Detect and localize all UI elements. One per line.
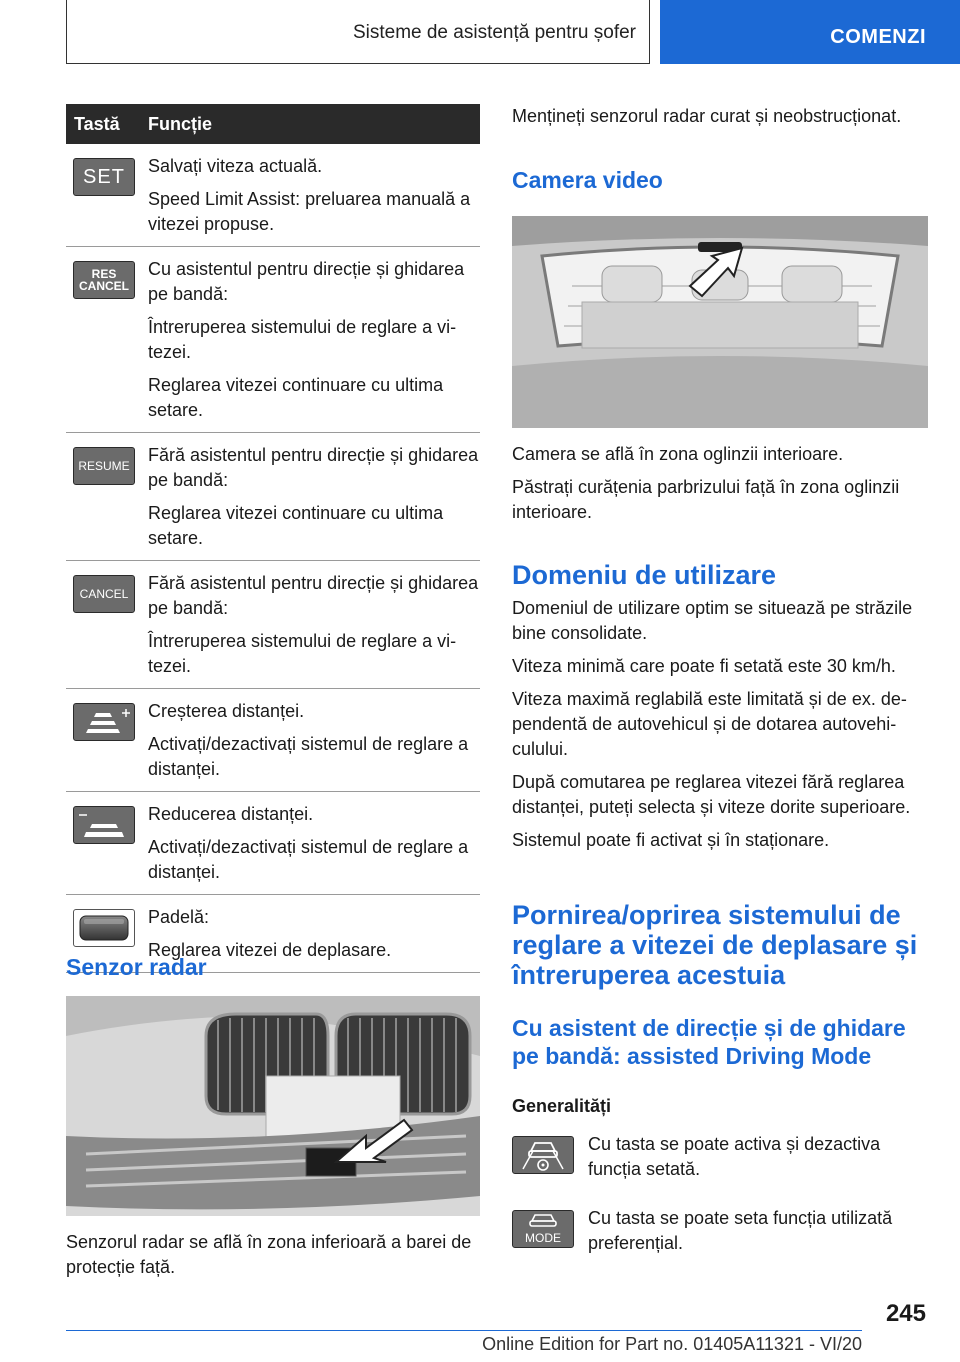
camera-image xyxy=(512,216,928,428)
row-text: Fără asistentul pentru direcție și ghidarea pe bandă: xyxy=(148,573,479,618)
row-text: Cu asistentul pentru direcție și ghidarea pe bandă: xyxy=(148,259,465,304)
table-row xyxy=(66,247,480,433)
row-text: Reducerea distanței. xyxy=(148,804,314,824)
row-text: Speed Limit Assist: preluarea manuală a vitezei propuse. xyxy=(148,189,471,234)
table-row xyxy=(66,433,480,561)
cancel-button-icon: CANCEL xyxy=(73,575,135,613)
page-number: 245 xyxy=(885,1300,926,1327)
edition-text: Online Edition for Part no. 01405A11321 - VI/20 xyxy=(482,1334,862,1354)
function-table xyxy=(66,104,480,973)
radar-clean-note: Mențineți senzorul radar curat și neobstrucționat. xyxy=(512,106,902,126)
row-text: Reglarea vitezei continuare cu ultima setare. xyxy=(148,375,444,420)
radar-heading: Senzor radar xyxy=(66,954,207,980)
table-header xyxy=(66,104,480,144)
footer-divider xyxy=(66,1330,862,1331)
domain-text: După comutarea pe reglarea vitezei fără reglarea distanței, puteți selecta și viteze dorite superioare. xyxy=(512,772,911,817)
key1-description: Cu tasta se poate activa și dezactiva funcția setată. xyxy=(588,1134,881,1179)
svg-text:MODE: MODE xyxy=(525,1231,561,1245)
row-text: Padelă: xyxy=(148,907,210,927)
row-text: Activați/dezactivați sistemul de reglare a distanței. xyxy=(148,837,469,882)
row-text: Întreruperea sistemului de reglare a vitezei. xyxy=(148,317,457,362)
table-row xyxy=(66,792,480,895)
domain-text: Domeniul de utilizare optim se situează pe străzile bine consolidate. xyxy=(512,598,913,643)
row-text: Activați/dezactivați sistemul de reglare a distanței. xyxy=(148,734,469,779)
row-text: Reglarea vitezei continuare cu ultima setare. xyxy=(148,503,444,548)
camera-clean-text: Păstrați curățenia parbrizului față în zona oglinzii interioare. xyxy=(512,477,900,522)
column-header-key: Tastă xyxy=(74,114,120,134)
set-button-icon: SET xyxy=(73,158,135,196)
mode-button-icon xyxy=(512,1210,574,1248)
camera-heading: Camera video xyxy=(512,167,663,193)
chapter-tab[interactable]: COMENZI xyxy=(660,0,960,64)
column-header-function: Funcție xyxy=(148,114,213,134)
driving-assistant-button-icon xyxy=(512,1136,574,1174)
general-heading: Generalități xyxy=(512,1096,612,1116)
row-text: Creșterea distanței. xyxy=(148,701,305,721)
onoff-heading: Pornirea/oprirea sistemului de reglare a vitezei de deplasare și întreruperea acestuia xyxy=(512,900,918,990)
table-row xyxy=(66,144,480,247)
domain-text: Viteza minimă care poate fi setată este 30 km/h. xyxy=(512,656,896,676)
table-row xyxy=(66,561,480,689)
domain-text: Viteza maximă reglabilă este limitată și de ex. dependentă de autovehicul și de dotarea autovehiculului. xyxy=(512,689,907,759)
radar-caption: Senzorul radar se află în zona inferioară a barei de protecție față. xyxy=(66,1232,472,1277)
section-title: Sisteme de asistență pentru șofer xyxy=(352,22,636,43)
resume-button-icon: RESUME xyxy=(73,447,135,485)
row-text: Salvați viteza actuală. xyxy=(148,156,323,176)
table-row xyxy=(66,689,480,792)
paddle-icon xyxy=(73,909,135,947)
radar-sensor-image xyxy=(66,996,480,1216)
distance-increase-icon xyxy=(73,703,135,741)
row-text: Fără asistentul pentru direcție și ghidarea pe bandă: xyxy=(148,445,479,490)
row-text: Reglarea vitezei de deplasare. xyxy=(148,940,392,960)
camera-location-text: Camera se află în zona oglinzii interioare. xyxy=(512,444,844,464)
domain-text: Sistemul poate fi activat și în staționare. xyxy=(512,830,830,850)
row-text: Întreruperea sistemului de reglare a vitezei. xyxy=(148,631,457,676)
domain-heading: Domeniu de utilizare xyxy=(512,560,777,590)
assist-heading: Cu asistent de direcție și de ghidare pe bandă: assisted Driving Mode xyxy=(512,1015,906,1069)
res-cancel-button-icon: RES CANCEL xyxy=(73,261,135,299)
key2-description: Cu tasta se poate seta funcția utilizată preferențial. xyxy=(588,1208,893,1253)
distance-decrease-icon xyxy=(73,806,135,844)
